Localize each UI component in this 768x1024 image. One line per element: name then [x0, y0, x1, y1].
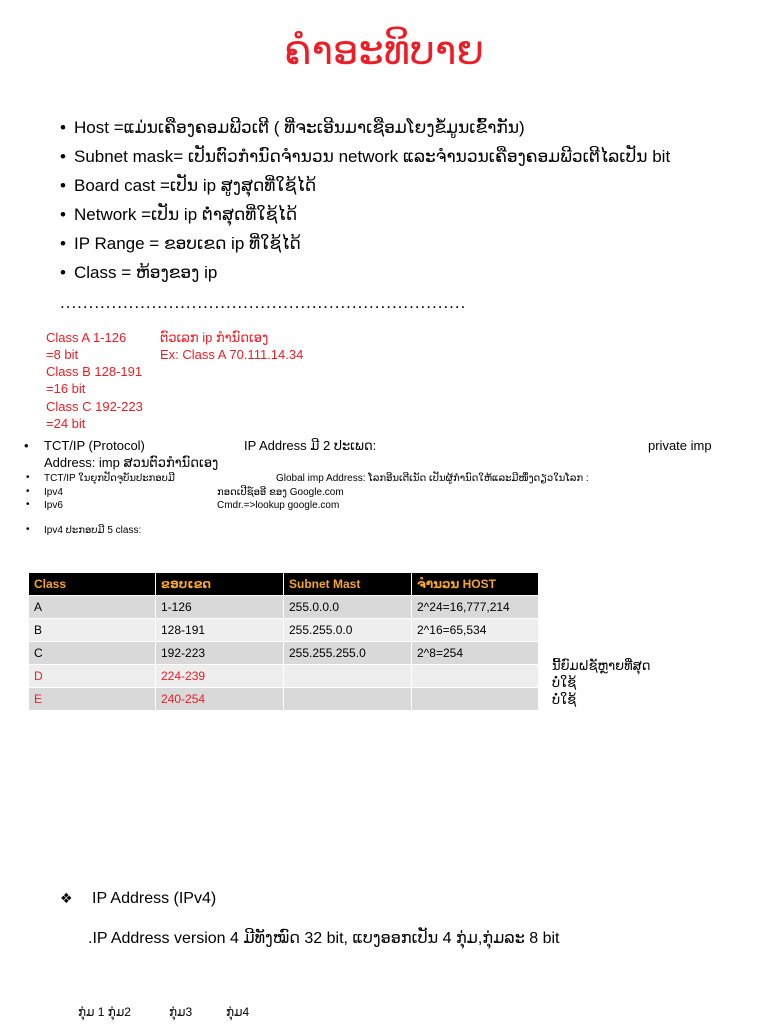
class-note: =24 bit: [46, 416, 86, 431]
private-ip-label: private imp: [648, 438, 712, 453]
ipv4-heading-text: IP Address (IPv4): [92, 890, 217, 907]
definition-host: [60, 118, 525, 138]
term-label: Host: [74, 118, 109, 137]
table-row: [29, 596, 539, 619]
ipv4-note: ກອດເປີຊ໌ອອີ ຂອງ Google.com: [217, 487, 344, 498]
header-subnet: Subnet Mast: [284, 573, 412, 596]
table-cell: 192-223: [156, 642, 284, 665]
term-text: = ຫ້ອງຂອງ ip: [116, 263, 218, 282]
definition-ip-range: [60, 234, 301, 254]
definition-class: [60, 263, 217, 283]
table-cell: 2^24=16,777,214: [412, 596, 539, 619]
side-note-unused: ບໍ່ໃຊ້: [552, 675, 577, 690]
term-label: Network: [74, 205, 137, 224]
definition-subnet-mask: [60, 147, 670, 167]
class-note: Class B 128-191: [46, 364, 143, 379]
ipv6-label: Ipv6: [44, 500, 63, 511]
class-note: =8 bit: [46, 347, 79, 362]
header-class: Class: [29, 573, 156, 596]
term-label: Board cast: [74, 176, 156, 195]
ipv4-heading: [60, 890, 216, 908]
ipv4-classes-intro: Ipv4 ປະກອບມີ 5 class:: [44, 525, 142, 536]
bullet-dot: •: [60, 147, 66, 166]
definition-board-cast: [60, 176, 316, 196]
table-cell: [412, 688, 539, 711]
term-label: IP Range: [74, 234, 145, 253]
tcp-protocol-label: TCT/IP (Protocol): [44, 438, 145, 453]
bullet-dot: •: [60, 263, 66, 282]
table-cell: 2^8=254: [412, 642, 539, 665]
table-row: [29, 688, 539, 711]
bullet-dot: •: [26, 499, 30, 510]
table-cell: [284, 688, 412, 711]
table-header-row: [29, 573, 539, 596]
table-cell: [412, 665, 539, 688]
header-range: ຂອບເຂດ: [156, 573, 284, 596]
ipv4-description: .IP Address version 4 ມີທັງໝົດ 32 bit, ແບງອອກເປັນ 4 ກຸ່ມ,ກຸ່ມລະ 8 bit: [88, 930, 560, 947]
ipv6-note: Cmdr.=>lookup google.com: [217, 500, 340, 511]
class-note: Class A 1-126: [46, 330, 127, 345]
table-row: [29, 619, 539, 642]
private-ip-desc: Address: imp ສວນຕົວກຳນົດເອງ: [44, 455, 219, 470]
diamond-bullet-icon: ❖: [60, 890, 73, 906]
page-title: ຄຳອະທິບາຍ: [284, 29, 484, 73]
side-note-unused: ບໍ່ໃຊ້: [552, 692, 577, 707]
term-text: = ຂອບເຂດ ip ທີ່ໃຊ້ໄດ້: [144, 234, 301, 253]
ip-address-types: IP Address ມີ 2 ປະເພດ:: [244, 438, 377, 453]
table-cell: 1-126: [156, 596, 284, 619]
definition-network: [60, 205, 297, 225]
table-cell: D: [29, 665, 156, 688]
class-note: =16 bit: [46, 381, 86, 396]
term-text: =ເປັນ ip ສູງສຸດທີ່ໃຊ້ໄດ້: [155, 176, 317, 195]
table-cell: B: [29, 619, 156, 642]
bullet-dot: •: [60, 118, 66, 137]
term-label: Subnet mask: [74, 147, 174, 166]
term-label: Class: [74, 263, 117, 282]
dotted-separator: .......................................................................: [60, 293, 467, 312]
table-cell: 2^16=65,534: [412, 619, 539, 642]
ipv4-label: Ipv4: [44, 487, 63, 498]
table-cell: 255.255.255.0: [284, 642, 412, 665]
ip-note: ຕົວເລກ ip ກຳນົດເອງ: [160, 330, 269, 345]
table-cell: 224-239: [156, 665, 284, 688]
table-cell: E: [29, 688, 156, 711]
term-text: =ເປັນ ip ຕ່ຳສຸດທີ່ໃຊ້ໄດ້: [136, 205, 298, 224]
table-cell: 128-191: [156, 619, 284, 642]
bullet-dot: •: [60, 234, 66, 253]
class-note: Class C 192-223: [46, 399, 143, 414]
bullet-dot: •: [60, 205, 66, 224]
bullet-dot: •: [26, 486, 30, 497]
group-label: ກຸ່ມ4: [226, 1005, 250, 1019]
bullet-dot: •: [24, 438, 29, 453]
bullet-dot: •: [26, 472, 30, 483]
tcp-modern-label: TCT/IP ໃນຍຸກປັດຈຸບັນປະກອບມີ: [44, 473, 175, 484]
term-text: = ເປັນຕົວກຳນົດຈຳນວນ network ແລະຈຳນວນເຄືອງຄອມພີວເຕີໄລເປັນ bit: [173, 147, 671, 166]
ip-example: Ex: Class A 70.111.14.34: [160, 347, 304, 362]
group-label: ກຸ່ມ3: [169, 1005, 193, 1019]
table-row: [29, 642, 539, 665]
global-ip-desc: Global imp Address: ໂລກອີນເຕີເນັດ ເປັນຜູ້ກຳນົດໃຫ້ແລະມີໜຶ່ງດຽວໃນໂລກ :: [276, 473, 589, 484]
table-cell: 255.0.0.0: [284, 596, 412, 619]
table-cell: 240-254: [156, 688, 284, 711]
term-text: =ແມ່ນເຄືອງຄອມພີວເຕີ ( ທີ່ຈະເອີນມາເຊືອມໂຍງຂໍ້ມູນເຂົ້າກັນ): [108, 118, 525, 137]
ip-class-table: [28, 572, 539, 711]
bullet-dot: •: [60, 176, 66, 195]
table-cell: C: [29, 642, 156, 665]
table-cell: [284, 665, 412, 688]
table-row: [29, 665, 539, 688]
table-cell: 255.255.0.0: [284, 619, 412, 642]
bullet-dot: •: [26, 524, 30, 535]
group-label: ກຸ່ມ 1 ກຸ່ມ2: [78, 1005, 131, 1019]
side-note-most-used: ນີ້ຍົມຝຊັຫຼາຍທີ່ສຸດ: [552, 658, 651, 673]
header-host-count: ຈຳນວນ HOST: [412, 573, 539, 596]
table-cell: A: [29, 596, 156, 619]
